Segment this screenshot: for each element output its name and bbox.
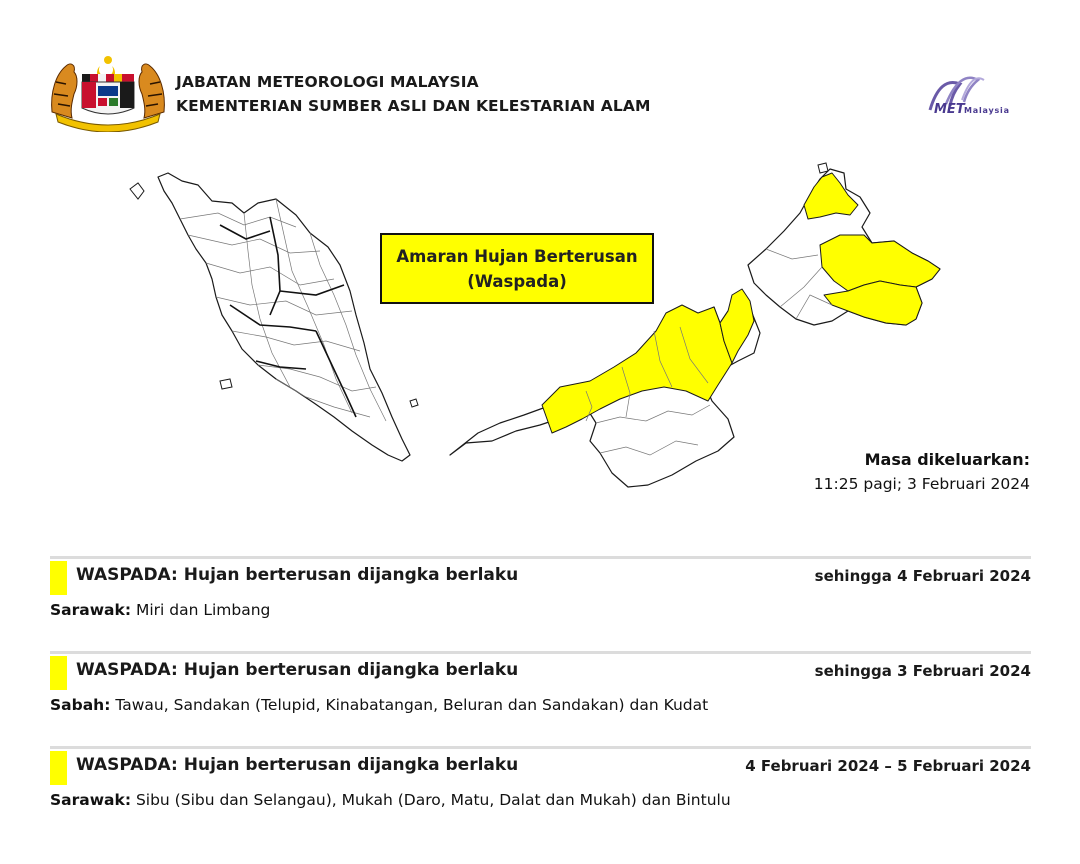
warning-areas [50,601,270,619]
warning-title: WASPADA: Hujan berterusan dijangka berlaku [76,565,519,585]
svg-text:MET: MET [934,102,965,117]
warning-date: sehingga 3 Februari 2024 [814,662,1031,680]
warning-title: WASPADA: Hujan berterusan dijangka berlaku [76,660,519,680]
warning-title: WASPADA: Hujan berterusan dijangka berlaku [76,755,519,775]
warning-areas [50,696,708,714]
warning-state: Sarawak: [50,601,132,619]
svg-text:Malaysia: Malaysia [964,106,1010,115]
warning-date: sehingga 4 Februari 2024 [814,567,1031,585]
header [48,52,1038,132]
warning-type-line1: Amaran Hujan Berterusan [396,246,638,266]
issued-time-label: Masa dikeluarkan: [864,450,1030,469]
issued-time [814,447,1030,497]
warning-state: Sabah: [50,696,111,714]
issued-time-value: 11:25 pagi; 3 Februari 2024 [813,475,1030,493]
coat-of-arms-logo [48,52,168,132]
warning-type-line2: (Waspada) [467,271,567,291]
warning-type-label [380,233,654,304]
alert-level-marker [50,751,67,785]
warning-state: Sarawak: [50,791,132,809]
alert-level-marker [50,561,67,595]
alert-level-marker [50,656,67,690]
warning-areas [50,791,731,809]
org-name-line1: JABATAN METEOROLOGI MALAYSIA [176,73,479,91]
warning-area-list: Sibu (Sibu dan Selangau), Mukah (Daro, Matu, Dalat dan Mukah) dan Bintulu [131,791,731,809]
divider [50,556,1031,559]
warning-date: 4 Februari 2024 – 5 Februari 2024 [745,757,1031,775]
warning-area-list: Tawau, Sandakan (Telupid, Kinabatangan, Beluran dan Sandakan) dan Kudat [110,696,709,714]
org-name-line2: KEMENTERIAN SUMBER ASLI DAN KELESTARIAN ALAM [176,97,651,115]
warning-area-list: Miri dan Limbang [131,601,271,619]
divider [50,746,1031,749]
divider [50,651,1031,654]
metmalaysia-logo [920,66,1030,122]
organization-name [176,70,651,118]
